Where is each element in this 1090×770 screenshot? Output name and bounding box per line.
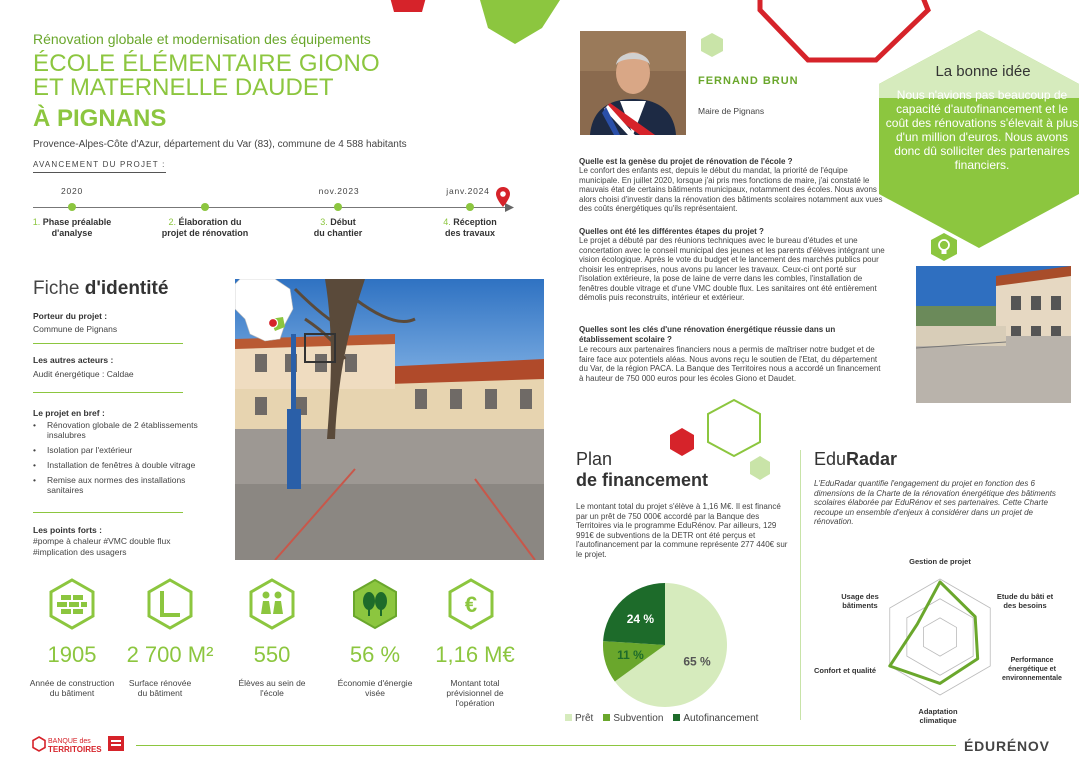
timeline-step-2: 2. Élaboration du projet de rénovation: [161, 217, 249, 238]
radar-title: EduRadar: [814, 449, 898, 469]
radar-series-line: [890, 582, 978, 684]
timeline-line: [33, 207, 511, 208]
porteur-value: Commune de Pignans: [33, 324, 118, 334]
fiche-title: Fiche d'identité: [33, 278, 169, 299]
section-separator: [800, 450, 801, 720]
stat-value-amount: 1,16 M€: [435, 642, 515, 667]
radar-label-gestion: Gestion de projet: [909, 557, 971, 566]
question-2: Quelles ont été les différentes étapes du projet ?: [579, 227, 764, 236]
mayor-role: Maire de Pignans: [698, 106, 765, 116]
list-item: • Isolation par l'extérieur: [33, 445, 223, 455]
caisse-depots-logo-icon: [108, 736, 124, 751]
radar-label-usage: Usage des bâtiments: [841, 592, 879, 610]
idea-title: La bonne idée: [935, 63, 1031, 80]
timeline-step-4: 4. Réception des travaux: [443, 217, 497, 238]
surface-corner-icon: [146, 578, 194, 630]
bdt-logo-text: BANQUE des TERRITOIRES: [48, 738, 102, 754]
bref-label: Le projet en bref :: [33, 408, 105, 418]
plan-text: Le montant total du projet s'élève à 1,16 M€. Il est financé par un prêt de 750 000€ accordé par la Banque des Territoires via le programme EduRénov. Par ailleurs, 129 991€ de subventions de la DETR ont été perçus et l'autofinancement par la commune représente 277 440€ sur le projet.: [576, 502, 788, 559]
radar-label-etude: Etude du bâti et des besoins: [996, 592, 1054, 610]
stat-label-surface: Surface rénovée du bâtiment: [128, 678, 192, 698]
stat-label-year: Année de construction du bâtiment: [29, 678, 115, 698]
timeline-step-1: 1. Phase préalable d'analyse: [32, 217, 112, 238]
list-item: • Remise aux normes des installations sanitaires: [33, 475, 223, 495]
svg-text:€: €: [464, 592, 478, 617]
school-building-photo: [916, 266, 1071, 403]
stat-value-year: 1905: [47, 642, 97, 667]
financing-pie-chart: [600, 580, 730, 710]
bdt-logo-icon: [32, 736, 46, 752]
answer-3: Le recours aux partenaires financiers nous a permis de maîtriser notre budget et de faire face aux potentiels aléas. Nous avons reçu le soutien de l'Etat, du département du Var, de la région PACA. La Banque des Territoires nous a accordé un financement à hauteur de 750 000 euros pour les écoles Giono et Daudet.: [579, 345, 881, 383]
stat-value-students: 550: [253, 642, 291, 667]
question-3: Quelles sont les clés d'une rénovation énergétique réussie dans un établissement scolaire ?: [579, 325, 836, 344]
school-courtyard-photo: [235, 279, 544, 560]
timeline-dot-2: [201, 203, 209, 211]
fiche-separator-3: [33, 512, 183, 513]
timeline-dot-1: [68, 203, 76, 211]
plan-title-line1: Plan: [576, 449, 613, 469]
stat-label-amount: Montant total prévisionnel de l'opération: [446, 678, 504, 708]
legend-item-autofinancement: Autofinancement: [673, 713, 758, 724]
page-title-line2: ET MATERNELLE DAUDET: [33, 74, 334, 101]
plan-title-line2: de financement: [576, 470, 709, 490]
legend-item-pret: Prêt: [565, 713, 593, 724]
acteurs-value: Audit énergétique : Caldae: [33, 369, 134, 379]
acteurs-label: Les autres acteurs :: [33, 355, 114, 365]
edurenov-logo-text: ÉDURÉNOV: [964, 738, 1050, 754]
location-text: Provence-Alpes-Côte d'Azur, département du Var (83), commune de 4 588 habitants: [33, 139, 407, 150]
page-subtitle: Rénovation globale et modernisation des équipements: [33, 31, 371, 47]
children-icon: [248, 578, 296, 630]
timeline-date-1: 2020: [60, 186, 84, 196]
timeline-step-3: 3. Début du chantier: [313, 217, 363, 238]
forts-value: #pompe à chaleur #VMC double flux #implication des usagers: [33, 536, 171, 557]
radar-grid-ring-3: [923, 618, 956, 656]
location-pin-icon: [496, 187, 510, 207]
mayor-name: FERNAND BRUN: [698, 75, 799, 87]
radar-label-adaptation: Adaptation climatique: [918, 707, 958, 725]
list-item: • Rénovation globale de 2 établissements insalubres: [33, 420, 223, 440]
mayor-portrait: [580, 31, 686, 135]
lightbulb-icon: [930, 232, 958, 262]
stat-label-students: Élèves au sein de l'école: [238, 678, 306, 698]
pie-legend: [565, 713, 758, 724]
page-title-line1: ÉCOLE ÉLÉMENTAIRE GIONO: [33, 50, 380, 77]
edu-radar-chart: [880, 572, 1000, 702]
page-title-line3: À PIGNANS: [33, 105, 167, 132]
fiche-separator-2: [33, 392, 183, 393]
timeline-dot-3: [334, 203, 342, 211]
decor-hexagon-light: [700, 32, 724, 58]
progress-label: AVANCEMENT DU PROJET :: [33, 160, 166, 173]
footer-rule: [136, 745, 956, 746]
stat-value-savings: 56 %: [349, 642, 401, 667]
bref-list: [33, 420, 223, 500]
decor-hexagon-green: [480, 0, 560, 44]
radar-label-performance: Performance énergétique et environnementale: [1002, 657, 1062, 682]
list-item: • Installation de fenêtres à double vitrage: [33, 460, 223, 470]
stat-value-surface: 2 700 M²: [126, 642, 214, 667]
radar-grid-ring-2: [907, 599, 973, 676]
trees-icon: [351, 578, 399, 630]
timeline-date-3: janv.2024: [446, 186, 490, 196]
timeline-date-2: nov.2023: [318, 186, 360, 196]
pie-label-subvention: 11 %: [617, 648, 644, 663]
timeline-dot-4: [466, 203, 474, 211]
decor-hexagon-red-small: [388, 0, 428, 12]
answer-1: Le confort des enfants est, depuis le début du mandat, la priorité de l'équipe municipale. En juillet 2020, lorsque j'ai pris mes fonctions de maire, j'ai constaté le mauvais état de certains bâtiments municipaux, notamment des écoles. Nous avons alors choisi d'investir dans la rénovation des bâtiments scolaires notamment aux vues des coûts énergétiques qu'ils représentaient.: [579, 166, 883, 213]
fiche-separator-1: [33, 343, 183, 344]
stat-label-savings: Économie d'énergie visée: [337, 678, 413, 698]
radar-label-confort: Confort et qualité: [813, 666, 877, 675]
legend-item-subvention: Subvention: [603, 713, 663, 724]
porteur-label: Porteur du projet :: [33, 311, 108, 321]
answer-2: Le projet a débuté par des réunions techniques avec le bureau d'études et une concertation avec le conseil municipal des jeunes et les parents d'élèves intégrant une vision écologique. Après le vote du budget et le lancement des marchés publics pour choisir les entreprises, nous avons pu lancer les travaux. Ceux-ci ont porté sur l'isolation extérieure, la pose de laine de verre dans les combles, l'installation de fenêtres double vitrage et d'une VMC double flux. Les sanitaires ont été entièrement démolis puis reconstruits, intérieur et extérieur.: [579, 236, 885, 302]
question-1: Quelle est la genèse du projet de rénovation de l'école ?: [579, 157, 793, 166]
forts-label: Les points forts :: [33, 525, 102, 535]
brick-wall-icon: [48, 578, 96, 630]
radar-description: L'EduRadar quantifie l'engagement du projet en fonction des 6 dimensions de la Charte de la rénovation énergétique des bâtiments scolaires élaborée par EduRénov et ses partenaires. Cette Charte recoupe un ensemble d'enjeux à considérer dans un projet de rénovation.: [814, 479, 1056, 526]
euro-icon: [447, 578, 495, 630]
idea-text: Nous n'avions pas beaucoup de capacité d'autofinancement et le coût des rénovations s'élevait à plus d'un million d'euros. Nous avons donc dû solliciter des partenaires financiers.: [885, 88, 1079, 172]
pie-label-pret: 65 %: [683, 654, 711, 669]
pie-label-autofinancement: 24 %: [626, 611, 655, 626]
